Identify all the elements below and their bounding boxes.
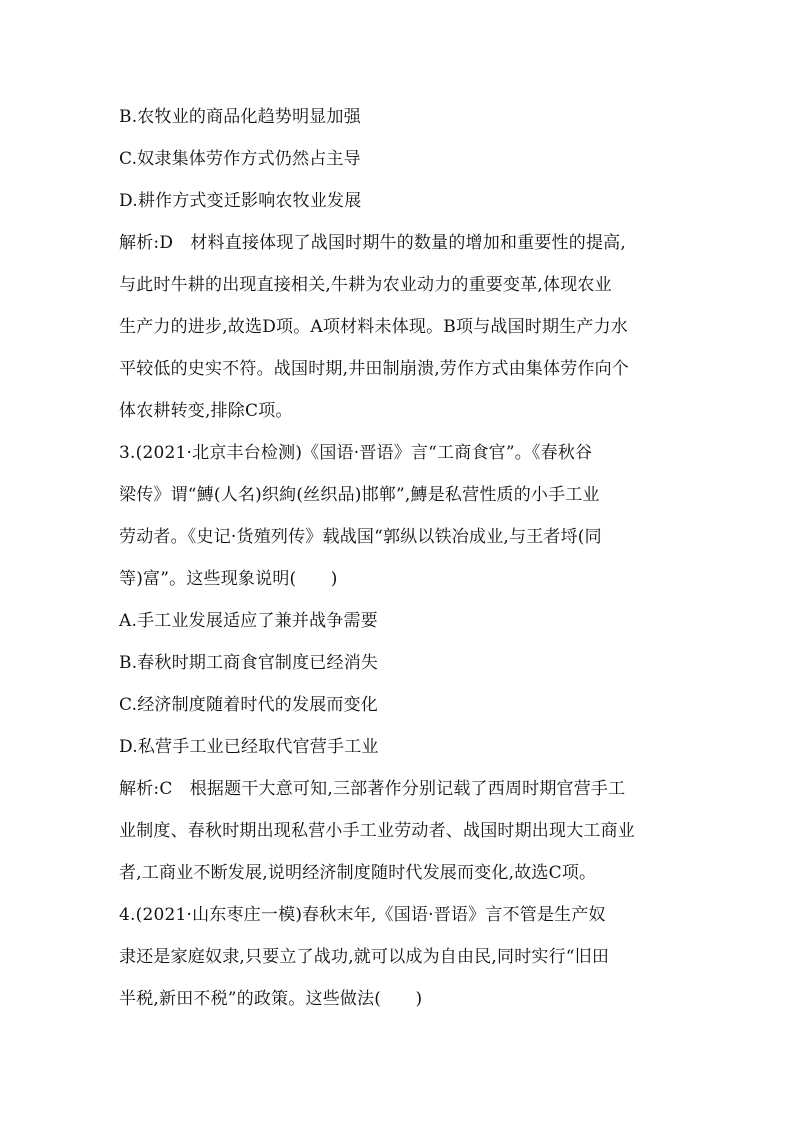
option-d-q2: D.耕作方式变迁影响农牧业发展 bbox=[119, 191, 362, 211]
question-4-line-1: 4.(2021·山东枣庄一模)春秋末年,《国语·晋语》言不管是生产奴 bbox=[119, 905, 606, 925]
analysis-q2-line-4: 平较低的史实不符。战国时期,井田制崩溃,劳作方式由集体劳作向个 bbox=[119, 359, 630, 379]
analysis-q3-line-3: 者,工商业不断发展,说明经济制度随时代发展而变化,故选C项。 bbox=[119, 863, 597, 883]
analysis-q2-line-5: 体农耕转变,排除C项。 bbox=[119, 401, 293, 421]
question-3-line-2: 梁传》谓“鱄(人名)织絇(丝织品)邯郸”,鱄是私营性质的小手工业 bbox=[119, 485, 600, 505]
analysis-q3-line-1: 解析:C 根据题干大意可知,三部著作分别记载了西周时期官营手工 bbox=[119, 779, 626, 799]
option-b-q3: B.春秋时期工商食官制度已经消失 bbox=[119, 653, 379, 673]
option-c-q3: C.经济制度随着时代的发展而变化 bbox=[119, 695, 379, 715]
analysis-q2-line-2: 与此时牛耕的出现直接相关,牛耕为农业动力的重要变革,体现农业 bbox=[119, 275, 612, 295]
question-3-line-4: 等)富”。这些现象说明( ) bbox=[119, 569, 338, 589]
question-3-line-1: 3.(2021·北京丰台检测)《国语·晋语》言“工商食官”。《春秋谷 bbox=[119, 443, 593, 463]
analysis-q3-line-2: 业制度、春秋时期出现私营小手工业劳动者、战国时期出现大工商业 bbox=[119, 821, 635, 841]
question-3-line-3: 劳动者。《史记·货殖列传》载战国“郭纵以铁冶成业,与王者埒(同 bbox=[119, 527, 602, 547]
question-4-line-3: 半税,新田不税”的政策。这些做法( ) bbox=[119, 989, 423, 1009]
analysis-q2-line-1: 解析:D 材料直接体现了战国时期牛的数量的增加和重要性的提高, bbox=[119, 233, 626, 253]
analysis-q2-line-3: 生产力的进步,故选D项。A项材料未体现。B项与战国时期生产力水 bbox=[119, 317, 629, 337]
option-d-q3: D.私营手工业已经取代官营手工业 bbox=[119, 737, 379, 757]
option-c-q2: C.奴隶集体劳作方式仍然占主导 bbox=[119, 149, 361, 169]
option-b-q2: B.农牧业的商品化趋势明显加强 bbox=[119, 107, 361, 127]
question-4-line-2: 隶还是家庭奴隶,只要立了战功,就可以成为自由民,同时实行“旧田 bbox=[119, 947, 610, 967]
option-a-q3: A.手工业发展适应了兼并战争需要 bbox=[119, 611, 378, 631]
